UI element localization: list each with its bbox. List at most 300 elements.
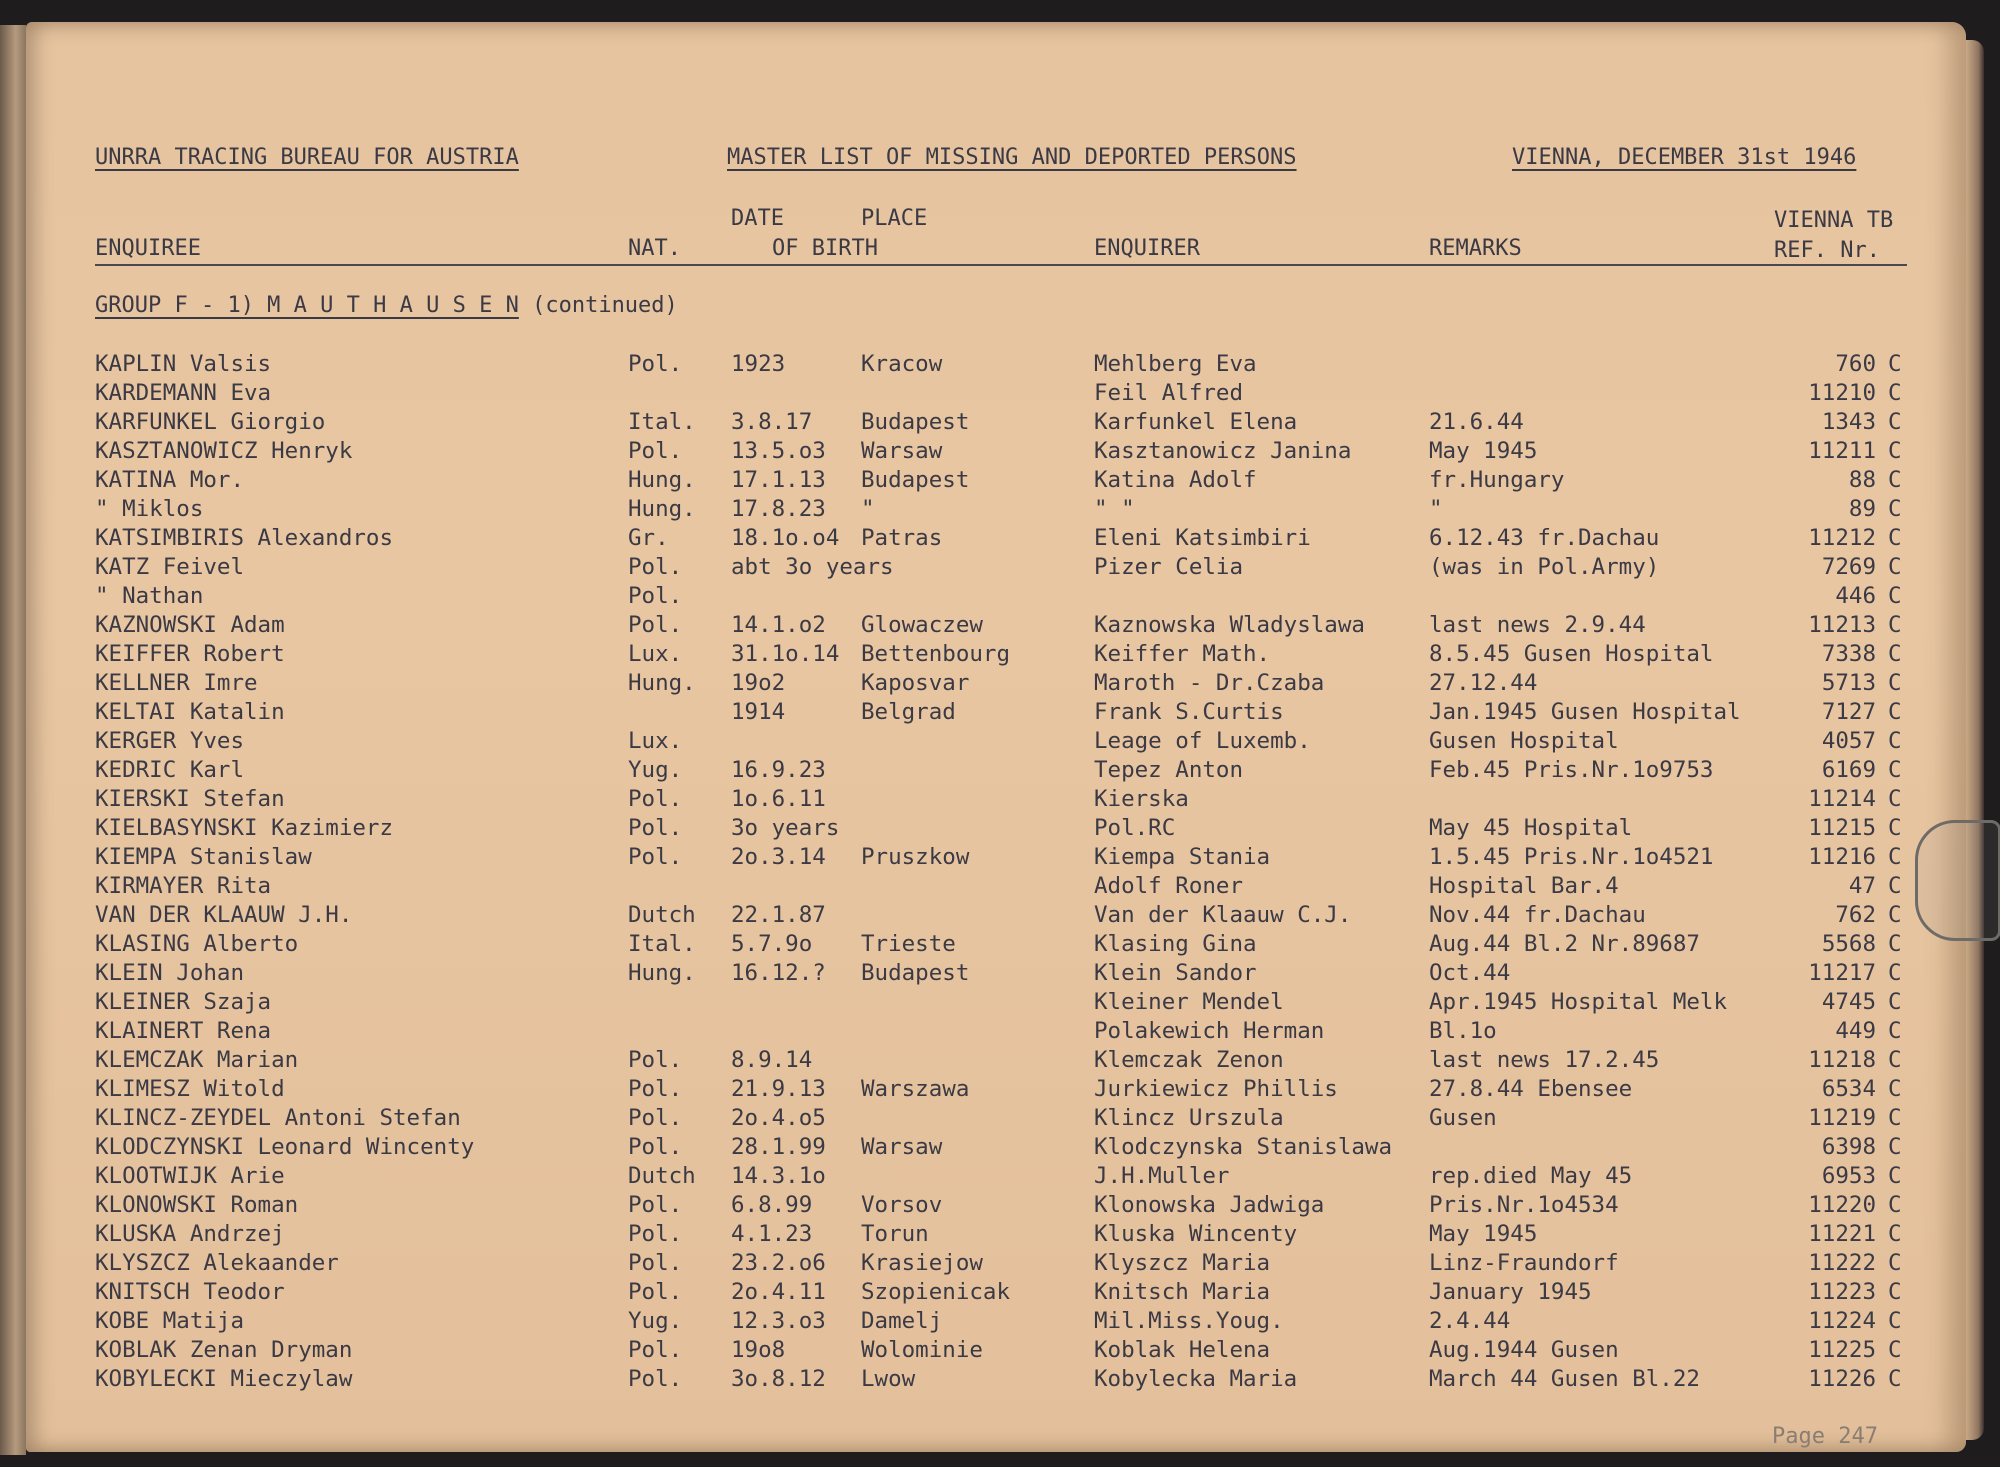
enquirer-cell: Jurkiewicz Phillis (1094, 1076, 1338, 1102)
ref-number-cell: 7338 (1821, 641, 1876, 667)
ref-number-cell: 4745 (1821, 989, 1876, 1015)
nationality-cell: Hung. (628, 496, 696, 522)
ref-number-cell: 446 (1835, 583, 1876, 609)
birth-date-cell: 18.1o.o4 (731, 525, 840, 551)
list-item (0, 583, 1966, 612)
nationality-cell: Pol. (628, 1221, 683, 1247)
enquirer-cell: Koblak Helena (1094, 1337, 1271, 1363)
nationality-cell: Hung. (628, 670, 696, 696)
ref-number-cell: 11216 (1808, 844, 1876, 870)
enquirer-cell: Pol.RC (1094, 815, 1176, 841)
enquirer-cell: Knitsch Maria (1094, 1279, 1271, 1305)
col-date: DATE (731, 206, 784, 231)
birth-date-cell: 1923 (731, 351, 786, 377)
ref-number-cell: 449 (1835, 1018, 1876, 1044)
enquiree-cell: KIEMPA Stanislaw (95, 844, 312, 870)
ref-suffix-cell: C (1888, 1134, 1902, 1160)
ref-number-cell: 6169 (1821, 757, 1876, 783)
nationality-cell: Ital. (628, 409, 696, 435)
birth-place-cell: Kracow (861, 351, 943, 377)
remarks-cell: 21.6.44 (1429, 409, 1524, 435)
enquirer-cell: Kluska Wincenty (1094, 1221, 1298, 1247)
birth-date-cell: 16.12.? (731, 960, 826, 986)
list-item (0, 757, 1966, 786)
birth-place-cell: Szopienicak (861, 1279, 1011, 1305)
list-item (0, 1105, 1966, 1134)
enquiree-cell: KATSIMBIRIS Alexandros (95, 525, 394, 551)
enquirer-cell: Klein Sandor (1094, 960, 1257, 986)
birth-place-cell: Patras (861, 525, 943, 551)
enquiree-cell: KIERSKI Stefan (95, 786, 285, 812)
birth-date-cell: 2o.4.11 (731, 1279, 826, 1305)
nationality-cell: Pol. (628, 844, 683, 870)
remarks-cell: Nov.44 fr.Dachau (1429, 902, 1646, 928)
nationality-cell: Lux. (628, 728, 683, 754)
ref-number-cell: 762 (1835, 902, 1876, 928)
enquirer-cell: J.H.Muller (1094, 1163, 1230, 1189)
enquirer-cell: Klyszcz Maria (1094, 1250, 1271, 1276)
ref-number-cell: 5713 (1821, 670, 1876, 696)
list-item (0, 380, 1966, 409)
col-nat: NAT. (628, 236, 681, 261)
nationality-cell: Ital. (628, 931, 696, 957)
list-item (0, 1018, 1966, 1047)
list-item (0, 409, 1966, 438)
birth-place-cell: Pruszkow (861, 844, 970, 870)
nationality-cell: Pol. (628, 554, 683, 580)
ref-suffix-cell: C (1888, 351, 1902, 377)
enquiree-cell: KLEMCZAK Marian (95, 1047, 299, 1073)
birth-date-cell: 22.1.87 (731, 902, 826, 928)
ref-suffix-cell: C (1888, 1047, 1902, 1073)
ref-number-cell: 7269 (1821, 554, 1876, 580)
nationality-cell: Pol. (628, 1047, 683, 1073)
list-item (0, 786, 1966, 815)
remarks-cell: fr.Hungary (1429, 467, 1565, 493)
nationality-cell: Pol. (628, 612, 683, 638)
list-item (0, 1163, 1966, 1192)
ref-suffix-cell: C (1888, 641, 1902, 667)
ref-suffix-cell: C (1888, 815, 1902, 841)
enquiree-cell: KLYSZCZ Alekaander (95, 1250, 339, 1276)
list-item (0, 641, 1966, 670)
remarks-cell: Apr.1945 Hospital Melk (1429, 989, 1728, 1015)
ref-number-cell: 1343 (1821, 409, 1876, 435)
list-item (0, 1076, 1966, 1105)
birth-date-cell: abt 3o years (731, 554, 894, 580)
remarks-cell: Aug.44 Bl.2 Nr.89687 (1429, 931, 1700, 957)
col-ref-top: VIENNA TB (1774, 208, 1894, 233)
nationality-cell: Yug. (628, 1308, 683, 1334)
remarks-cell: last news 17.2.45 (1429, 1047, 1660, 1073)
enquirer-cell: Pizer Celia (1094, 554, 1244, 580)
enquirer-cell: Tepez Anton (1094, 757, 1244, 783)
page-edge (1966, 40, 1984, 1440)
enquiree-cell: KLIMESZ Witold (95, 1076, 285, 1102)
remarks-cell: 8.5.45 Gusen Hospital (1429, 641, 1714, 667)
remarks-cell: Bl.1o (1429, 1018, 1497, 1044)
ref-number-cell: 11213 (1808, 612, 1876, 638)
enquirer-cell: Klodczynska Stanislawa (1094, 1134, 1393, 1160)
col-enquirer: ENQUIRER (1094, 236, 1200, 261)
nationality-cell: Dutch (628, 1163, 696, 1189)
birth-date-cell: 3o.8.12 (731, 1366, 826, 1392)
ref-suffix-cell: C (1888, 931, 1902, 957)
birth-date-cell: 5.7.9o (731, 931, 813, 957)
enquiree-cell: VAN DER KLAAUW J.H. (95, 902, 353, 928)
nationality-cell: Pol. (628, 351, 683, 377)
birth-date-cell: 4.1.23 (731, 1221, 813, 1247)
nationality-cell: Lux. (628, 641, 683, 667)
list-item (0, 1366, 1966, 1395)
birth-date-cell: 14.1.o2 (731, 612, 826, 638)
enquiree-cell: KELTAI Katalin (95, 699, 285, 725)
birth-date-cell: 8.9.14 (731, 1047, 813, 1073)
enquiree-cell: KOBE Matija (95, 1308, 245, 1334)
remarks-cell: Aug.1944 Gusen (1429, 1337, 1619, 1363)
birth-date-cell: 17.8.23 (731, 496, 826, 522)
enquirer-cell: " " (1094, 496, 1135, 522)
birth-place-cell: Glowaczew (861, 612, 983, 638)
birth-place-cell: Warszawa (861, 1076, 970, 1102)
list-item (0, 1337, 1966, 1366)
ref-suffix-cell: C (1888, 699, 1902, 725)
ref-suffix-cell: C (1888, 525, 1902, 551)
enquirer-cell: Klincz Urszula (1094, 1105, 1284, 1131)
nationality-cell: Pol. (628, 1250, 683, 1276)
remarks-cell: January 1945 (1429, 1279, 1592, 1305)
list-item (0, 525, 1966, 554)
birth-place-cell: Krasiejow (861, 1250, 983, 1276)
enquiree-cell: KLINCZ-ZEYDEL Antoni Stefan (95, 1105, 461, 1131)
ref-number-cell: 11225 (1808, 1337, 1876, 1363)
page-number: Page 247 (1772, 1424, 1878, 1449)
enquirer-cell: Keiffer Math. (1094, 641, 1271, 667)
list-item (0, 1279, 1966, 1308)
ref-suffix-cell: C (1888, 438, 1902, 464)
list-item (0, 1250, 1966, 1279)
remarks-cell: last news 2.9.44 (1429, 612, 1646, 638)
enquirer-cell: Kasztanowicz Janina (1094, 438, 1352, 464)
ref-suffix-cell: C (1888, 757, 1902, 783)
ref-suffix-cell: C (1888, 1105, 1902, 1131)
enquiree-cell: KAPLIN Valsis (95, 351, 272, 377)
group-heading (95, 293, 678, 318)
enquiree-cell: KIELBASYNSKI Kazimierz (95, 815, 394, 841)
birth-place-cell: Belgrad (861, 699, 956, 725)
birth-date-cell: 12.3.o3 (731, 1308, 826, 1334)
ref-suffix-cell: C (1888, 960, 1902, 986)
ref-number-cell: 11220 (1808, 1192, 1876, 1218)
birth-place-cell: " (861, 496, 875, 522)
remarks-cell: Hospital Bar.4 (1429, 873, 1619, 899)
ref-suffix-cell: C (1888, 1366, 1902, 1392)
enquirer-cell: Klemczak Zenon (1094, 1047, 1284, 1073)
header-rule (95, 264, 1907, 266)
enquiree-cell: KEDRIC Karl (95, 757, 245, 783)
list-item (0, 496, 1966, 525)
ref-suffix-cell: C (1888, 612, 1902, 638)
remarks-cell: rep.died May 45 (1429, 1163, 1633, 1189)
enquiree-cell: KELLNER Imre (95, 670, 258, 696)
ref-suffix-cell: C (1888, 1250, 1902, 1276)
enquirer-cell: Kobylecka Maria (1094, 1366, 1298, 1392)
birth-date-cell: 19o8 (731, 1337, 786, 1363)
enquiree-cell: KARDEMANN Eva (95, 380, 272, 406)
ref-suffix-cell: C (1888, 786, 1902, 812)
birth-place-cell: Damelj (861, 1308, 943, 1334)
enquiree-cell: KERGER Yves (95, 728, 245, 754)
ref-suffix-cell: C (1888, 902, 1902, 928)
enquirer-cell: Klasing Gina (1094, 931, 1257, 957)
birth-date-cell: 31.1o.14 (731, 641, 840, 667)
nationality-cell: Pol. (628, 1105, 683, 1131)
nationality-cell: Pol. (628, 1134, 683, 1160)
enquiree-cell: KLUSKA Andrzej (95, 1221, 285, 1247)
nationality-cell: Hung. (628, 467, 696, 493)
enquiree-cell: " Miklos (95, 496, 204, 522)
ref-number-cell: 11221 (1808, 1221, 1876, 1247)
org-header: UNRRA TRACING BUREAU FOR AUSTRIA (95, 145, 519, 170)
remarks-cell: May 1945 (1429, 1221, 1538, 1247)
enquirer-cell: Klonowska Jadwiga (1094, 1192, 1325, 1218)
birth-date-cell: 16.9.23 (731, 757, 826, 783)
ref-suffix-cell: C (1888, 1163, 1902, 1189)
enquiree-cell: KEIFFER Robert (95, 641, 285, 667)
ref-number-cell: 5568 (1821, 931, 1876, 957)
birth-date-cell: 6.8.99 (731, 1192, 813, 1218)
list-item (0, 931, 1966, 960)
birth-date-cell: 21.9.13 (731, 1076, 826, 1102)
remarks-cell: Linz-Fraundorf (1429, 1250, 1619, 1276)
ref-number-cell: 7127 (1821, 699, 1876, 725)
nationality-cell: Dutch (628, 902, 696, 928)
nationality-cell: Hung. (628, 960, 696, 986)
nationality-cell: Pol. (628, 1366, 683, 1392)
group-continued: (continued) (532, 293, 678, 318)
list-item (0, 612, 1966, 641)
remarks-cell: Pris.Nr.1o4534 (1429, 1192, 1619, 1218)
birth-place-cell: Budapest (861, 467, 970, 493)
enquiree-cell: KLOOTWIJK Arie (95, 1163, 285, 1189)
enquirer-cell: Karfunkel Elena (1094, 409, 1298, 435)
ref-number-cell: 11215 (1808, 815, 1876, 841)
col-enquiree: ENQUIREE (95, 236, 201, 261)
col-place: PLACE (861, 206, 928, 231)
enquiree-cell: KLAINERT Rena (95, 1018, 272, 1044)
group-label: GROUP F - 1) M A U T H A U S E N (95, 293, 519, 318)
col-ref-bottom: REF. Nr. (1774, 238, 1880, 263)
place-date: VIENNA, DECEMBER 31st 1946 (1512, 145, 1857, 170)
ref-number-cell: 11210 (1808, 380, 1876, 406)
enquirer-cell: Katina Adolf (1094, 467, 1257, 493)
ref-suffix-cell: C (1888, 1279, 1902, 1305)
enquiree-cell: " Nathan (95, 583, 204, 609)
nationality-cell: Gr. (628, 525, 669, 551)
birth-date-cell: 17.1.13 (731, 467, 826, 493)
list-item (0, 989, 1966, 1018)
remarks-cell: " (1429, 496, 1443, 522)
enquirer-cell: Kiempa Stania (1094, 844, 1271, 870)
list-item (0, 1047, 1966, 1076)
nationality-cell: Pol. (628, 786, 683, 812)
ref-suffix-cell: C (1888, 1337, 1902, 1363)
enquiree-cell: KLASING Alberto (95, 931, 299, 957)
ref-suffix-cell: C (1888, 554, 1902, 580)
list-item (0, 554, 1966, 583)
ref-suffix-cell: C (1888, 1018, 1902, 1044)
enquiree-cell: KLODCZYNSKI Leonard Wincenty (95, 1134, 475, 1160)
ref-suffix-cell: C (1888, 1192, 1902, 1218)
ref-suffix-cell: C (1888, 583, 1902, 609)
birth-date-cell: 23.2.o6 (731, 1250, 826, 1276)
list-item (0, 873, 1966, 902)
remarks-cell: 6.12.43 fr.Dachau (1429, 525, 1660, 551)
birth-place-cell: Lwow (861, 1366, 916, 1392)
list-item (0, 815, 1966, 844)
ref-number-cell: 88 (1848, 467, 1876, 493)
list-item (0, 467, 1966, 496)
enquirer-cell: Feil Alfred (1094, 380, 1244, 406)
birth-place-cell: Wolominie (861, 1337, 983, 1363)
birth-place-cell: Budapest (861, 960, 970, 986)
enquiree-cell: KIRMAYER Rita (95, 873, 272, 899)
enquirer-cell: Van der Klaauw C.J. (1094, 902, 1352, 928)
col-remarks: REMARKS (1429, 236, 1522, 261)
ref-suffix-cell: C (1888, 1076, 1902, 1102)
nationality-cell: Pol. (628, 1337, 683, 1363)
enquirer-cell: Eleni Katsimbiri (1094, 525, 1311, 551)
ref-suffix-cell: C (1888, 496, 1902, 522)
birth-date-cell: 13.5.o3 (731, 438, 826, 464)
enquirer-cell: Kierska (1094, 786, 1189, 812)
list-item (0, 351, 1966, 380)
enquirer-cell: Kleiner Mendel (1094, 989, 1284, 1015)
ref-number-cell: 89 (1848, 496, 1876, 522)
ref-number-cell: 11222 (1808, 1250, 1876, 1276)
ref-number-cell: 11214 (1808, 786, 1876, 812)
remarks-cell: Gusen Hospital (1429, 728, 1619, 754)
list-item (0, 728, 1966, 757)
enquirer-cell: Leage of Luxemb. (1094, 728, 1311, 754)
remarks-cell: May 1945 (1429, 438, 1538, 464)
enquiree-cell: KLONOWSKI Roman (95, 1192, 299, 1218)
ref-suffix-cell: C (1888, 380, 1902, 406)
remarks-cell: March 44 Gusen Bl.22 (1429, 1366, 1700, 1392)
nationality-cell: Pol. (628, 438, 683, 464)
birth-place-cell: Trieste (861, 931, 956, 957)
birth-date-cell: 1914 (731, 699, 786, 725)
ref-number-cell: 6398 (1821, 1134, 1876, 1160)
list-item (0, 1221, 1966, 1250)
ref-number-cell: 47 (1848, 873, 1876, 899)
nationality-cell: Pol. (628, 815, 683, 841)
remarks-cell: Feb.45 Pris.Nr.1o9753 (1429, 757, 1714, 783)
enquiree-cell: KOBYLECKI Mieczylaw (95, 1366, 353, 1392)
person-list (0, 351, 1966, 1395)
ref-number-cell: 11217 (1808, 960, 1876, 986)
remarks-cell: Oct.44 (1429, 960, 1511, 986)
nationality-cell: Pol. (628, 583, 683, 609)
remarks-cell: Jan.1945 Gusen Hospital (1429, 699, 1741, 725)
enquiree-cell: KLEINER Szaja (95, 989, 272, 1015)
ref-suffix-cell: C (1888, 670, 1902, 696)
enquirer-cell: Mehlberg Eva (1094, 351, 1257, 377)
birth-place-cell: Warsaw (861, 1134, 943, 1160)
enquirer-cell: Maroth - Dr.Czaba (1094, 670, 1325, 696)
birth-place-cell: Kaposvar (861, 670, 970, 696)
birth-date-cell: 28.1.99 (731, 1134, 826, 1160)
ref-number-cell: 4057 (1821, 728, 1876, 754)
enquiree-cell: KNITSCH Teodor (95, 1279, 285, 1305)
ref-suffix-cell: C (1888, 1221, 1902, 1247)
list-item (0, 1192, 1966, 1221)
enquirer-cell: Frank S.Curtis (1094, 699, 1284, 725)
enquiree-cell: KATINA Mor. (95, 467, 245, 493)
ref-number-cell: 6534 (1821, 1076, 1876, 1102)
enquirer-cell: Kaznowska Wladyslawa (1094, 612, 1365, 638)
birth-place-cell: Warsaw (861, 438, 943, 464)
remarks-cell: May 45 Hospital (1429, 815, 1633, 841)
ref-suffix-cell: C (1888, 728, 1902, 754)
enquiree-cell: KOBLAK Zenan Dryman (95, 1337, 353, 1363)
enquirer-cell: Adolf Roner (1094, 873, 1244, 899)
enquiree-cell: KLEIN Johan (95, 960, 245, 986)
birth-place-cell: Bettenbourg (861, 641, 1011, 667)
birth-date-cell: 2o.4.o5 (731, 1105, 826, 1131)
enquiree-cell: KAZNOWSKI Adam (95, 612, 285, 638)
remarks-cell: 1.5.45 Pris.Nr.1o4521 (1429, 844, 1714, 870)
ref-number-cell: 11226 (1808, 1366, 1876, 1392)
remarks-cell: 27.8.44 Ebensee (1429, 1076, 1633, 1102)
list-item (0, 960, 1966, 989)
enquirer-cell: Polakewich Herman (1094, 1018, 1325, 1044)
ref-number-cell: 11223 (1808, 1279, 1876, 1305)
birth-place-cell: Torun (861, 1221, 929, 1247)
list-item (0, 844, 1966, 873)
nationality-cell: Yug. (628, 757, 683, 783)
enquiree-cell: KASZTANOWICZ Henryk (95, 438, 353, 464)
ref-number-cell: 760 (1835, 351, 1876, 377)
ref-number-cell: 11218 (1808, 1047, 1876, 1073)
nationality-cell: Pol. (628, 1279, 683, 1305)
list-item (0, 1308, 1966, 1337)
list-item (0, 902, 1966, 931)
ref-suffix-cell: C (1888, 467, 1902, 493)
ref-number-cell: 6953 (1821, 1163, 1876, 1189)
birth-date-cell: 19o2 (731, 670, 786, 696)
ref-suffix-cell: C (1888, 989, 1902, 1015)
birth-date-cell: 2o.3.14 (731, 844, 826, 870)
list-item (0, 438, 1966, 467)
birth-date-cell: 3.8.17 (731, 409, 813, 435)
nationality-cell: Pol. (628, 1192, 683, 1218)
remarks-cell: (was in Pol.Army) (1429, 554, 1660, 580)
birth-date-cell: 14.3.1o (731, 1163, 826, 1189)
ref-number-cell: 11211 (1808, 438, 1876, 464)
list-item (0, 670, 1966, 699)
birth-place-cell: Budapest (861, 409, 970, 435)
enquiree-cell: KARFUNKEL Giorgio (95, 409, 326, 435)
remarks-cell: 27.12.44 (1429, 670, 1538, 696)
enquirer-cell: Mil.Miss.Youg. (1094, 1308, 1284, 1334)
ref-number-cell: 11212 (1808, 525, 1876, 551)
list-item (0, 699, 1966, 728)
birth-date-cell: 1o.6.11 (731, 786, 826, 812)
list-item (0, 1134, 1966, 1163)
nationality-cell: Pol. (628, 1076, 683, 1102)
col-of-birth: OF BIRTH (772, 236, 878, 261)
